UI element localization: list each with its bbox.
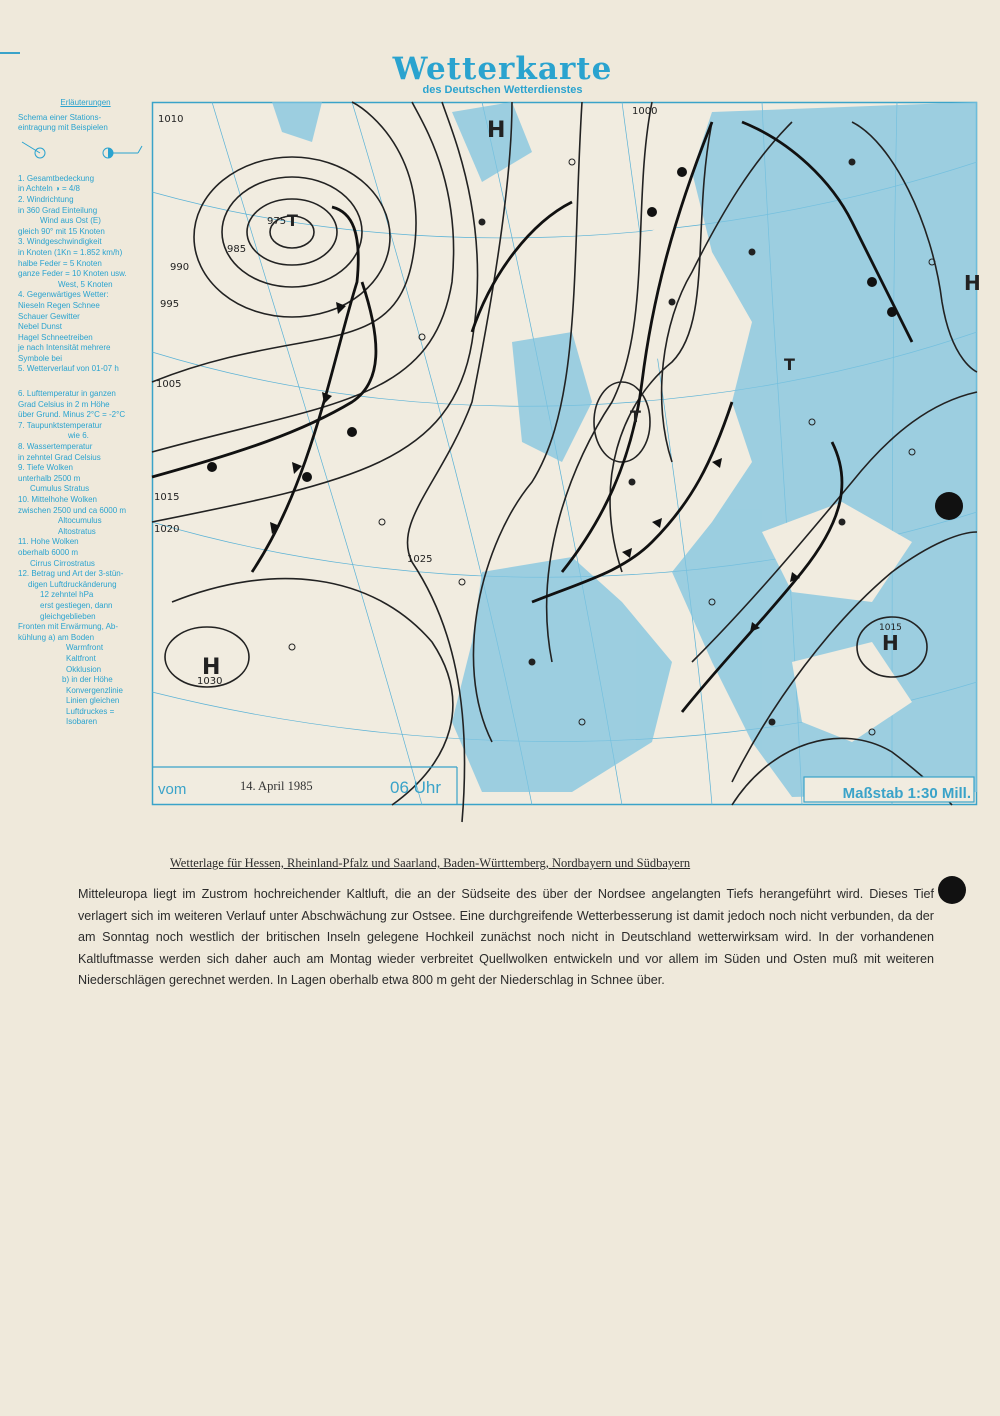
legend-line: Luftdruckes = [66,706,115,716]
map-title: Wetterkarte [392,51,613,87]
map-scale: Maßstab 1:30 Mill. [842,785,971,802]
weather-map [152,102,981,805]
isobar-label: 1010 [158,114,184,125]
legend-line: kühlung a) am Boden [18,632,95,642]
page-header [380,52,625,96]
legend-line: gleich 90° mit 15 Knoten [18,226,105,236]
isobar-label: 1020 [154,524,180,535]
legend-panel [18,98,153,728]
legend-line: 10. Mittelhohe Wolken [18,495,98,504]
legend-line: 12. Betrag und Art der 3-stün- [18,569,124,579]
high-pressure-center: H [202,655,221,680]
legend-line: Wind aus Ost (E) [40,216,101,226]
legend-line: 5. Wetterverlauf von 01-07 h [18,364,119,374]
legend-line: 3. Windgeschwindigkeit [18,237,102,247]
legend-line: Nebel Dunst [18,322,63,332]
margin-rule [0,52,20,54]
date-prefix: vom [158,781,187,798]
legend-line: Cumulus Stratus [30,484,90,494]
high-pressure-note: 1015 [879,623,902,633]
legend-line: 1. Gesamtbedeckung [18,173,95,183]
legend-line: Warmfront [66,643,104,653]
legend-line: Symbole bei [18,353,63,363]
legend-line: über Grund. Minus 2°C = -2°C [18,410,126,420]
punch-hole [935,492,963,520]
weather-report: Mitteleuropa liegt im Zustrom hochreichender Kaltluft, die an der Südseite des über der Nordsee angelangten Tiefs herangeführt wird. Dieses Tief verlagert sich im weiteren Verlauf unter Abschwächung zur Ostsee. Eine durchgreifende Wetterbesserung ist damit jedoch noch nicht verbunden, da der am Sonntag noch westlich der britischen Inseln gelegene Hochkeil zunächst noch nicht in Deutschland wetterwirksam wird. In der vorhandenen Kaltluftmasse werden sich daher auch am Montag wieder verbreitet Quellwolken entwickeln und vor allem im Süden und Osten muß mit weiteren Niederschlägen gerechnet werden. In Lagen oberhalb etwa 800 m geht der Niederschlag in Schnee über. [78,887,934,988]
high-pressure-center: H [964,271,981,295]
legend-line: 11. Hohe Wolken [18,537,79,547]
legend-line: 12 zehntel hPa [40,590,94,600]
isobar-label: 1025 [407,554,433,565]
legend-line: 4. Gegenwärtiges Wetter: [18,290,109,300]
low-pressure-center: T [630,407,641,426]
legend-line: b) in der Höhe [62,675,113,685]
legend-line: Nieseln Regen Schnee [18,300,100,310]
map-date: 14. April 1985 [240,779,313,793]
legend-line: Cirrus Cirrostratus [30,558,95,568]
legend-line: 8. Wassertemperatur [18,442,93,452]
legend-line: Hagel Schneetreiben [18,332,93,342]
legend-line: Kaltfront [66,653,96,663]
legend-line: halbe Feder = 5 Knoten [18,258,102,268]
legend-line: 2. Windrichtung [18,194,74,204]
station-schema-icon [18,136,153,170]
legend-line: Schema einer Stations- [18,112,102,122]
legend-line: wie 6. [68,431,89,441]
isobar-label: 990 [170,262,190,273]
legend-line: in 360 Grad Einteilung [18,205,98,215]
legend-line: in Knoten (1Kn = 1.852 km/h) [18,247,123,257]
legend-line: je nach Intensität mehrere [18,343,111,353]
legend-line: Schauer Gewitter [18,311,80,321]
legend-heading: Erläuterungen [60,98,111,107]
legend-line: oberhalb 6000 m [18,547,79,557]
legend-line: Altocumulus [58,516,102,526]
map-time: 06 Uhr [390,778,442,797]
legend-line: Okklusion [66,664,102,674]
legend-line: erst gestiegen, dann [40,600,113,610]
legend-line: in zehntel Grad Celsius [18,452,101,462]
legend-line: gleichgeblieben [40,611,96,621]
isobar-label: 975 [267,216,287,227]
punch-hole [938,876,966,904]
weather-map-graphic [152,102,981,805]
high-pressure-center: H [882,631,899,655]
region-heading: Wetterlage für Hessen, Rheinland-Pfalz und Saarland, Baden-Württemberg, Nordbayern und Südbayern [170,856,691,870]
legend-line: Altostratus [58,526,96,536]
legend-line: ganze Feder = 10 Knoten usw. [18,269,127,279]
legend-line: 7. Taupunktstemperatur [18,420,102,430]
legend-line: zwischen 2500 und ca 6000 m [18,505,127,515]
legend-line: Fronten mit Erwärmung, Ab- [18,622,119,632]
map-subtitle: des Deutschen Wetterdienstes [422,84,583,96]
low-pressure-center: T [784,355,795,374]
isobar-label: 1030 [197,676,223,687]
isobar-label: 995 [160,299,180,310]
isobar-label: 1000 [632,106,658,117]
legend-line: Grad Celsius in 2 m Höhe [18,399,110,409]
legend-line: West, 5 Knoten [58,279,113,289]
legend-line: Linien gleichen [66,696,120,706]
isobar-label: 1015 [154,492,180,503]
legend-line: eintragung mit Beispielen [18,123,108,133]
low-pressure-center: T [287,211,298,230]
high-pressure-center: H [487,118,506,143]
legend-line: unterhalb 2500 m [18,473,81,483]
legend-line: Konvergenzlinie [66,685,123,695]
isobar-label: 985 [227,244,247,255]
legend-line: Isobaren [66,717,98,727]
isobar-label: 1005 [156,379,182,390]
legend-line: 6. Lufttemperatur in ganzen [18,389,116,399]
legend-line: digen Luftdruckänderung [28,579,117,589]
legend-line: in Achteln ◑ = 4/8 [18,184,80,194]
legend-line: 9. Tiefe Wolken [18,463,73,473]
